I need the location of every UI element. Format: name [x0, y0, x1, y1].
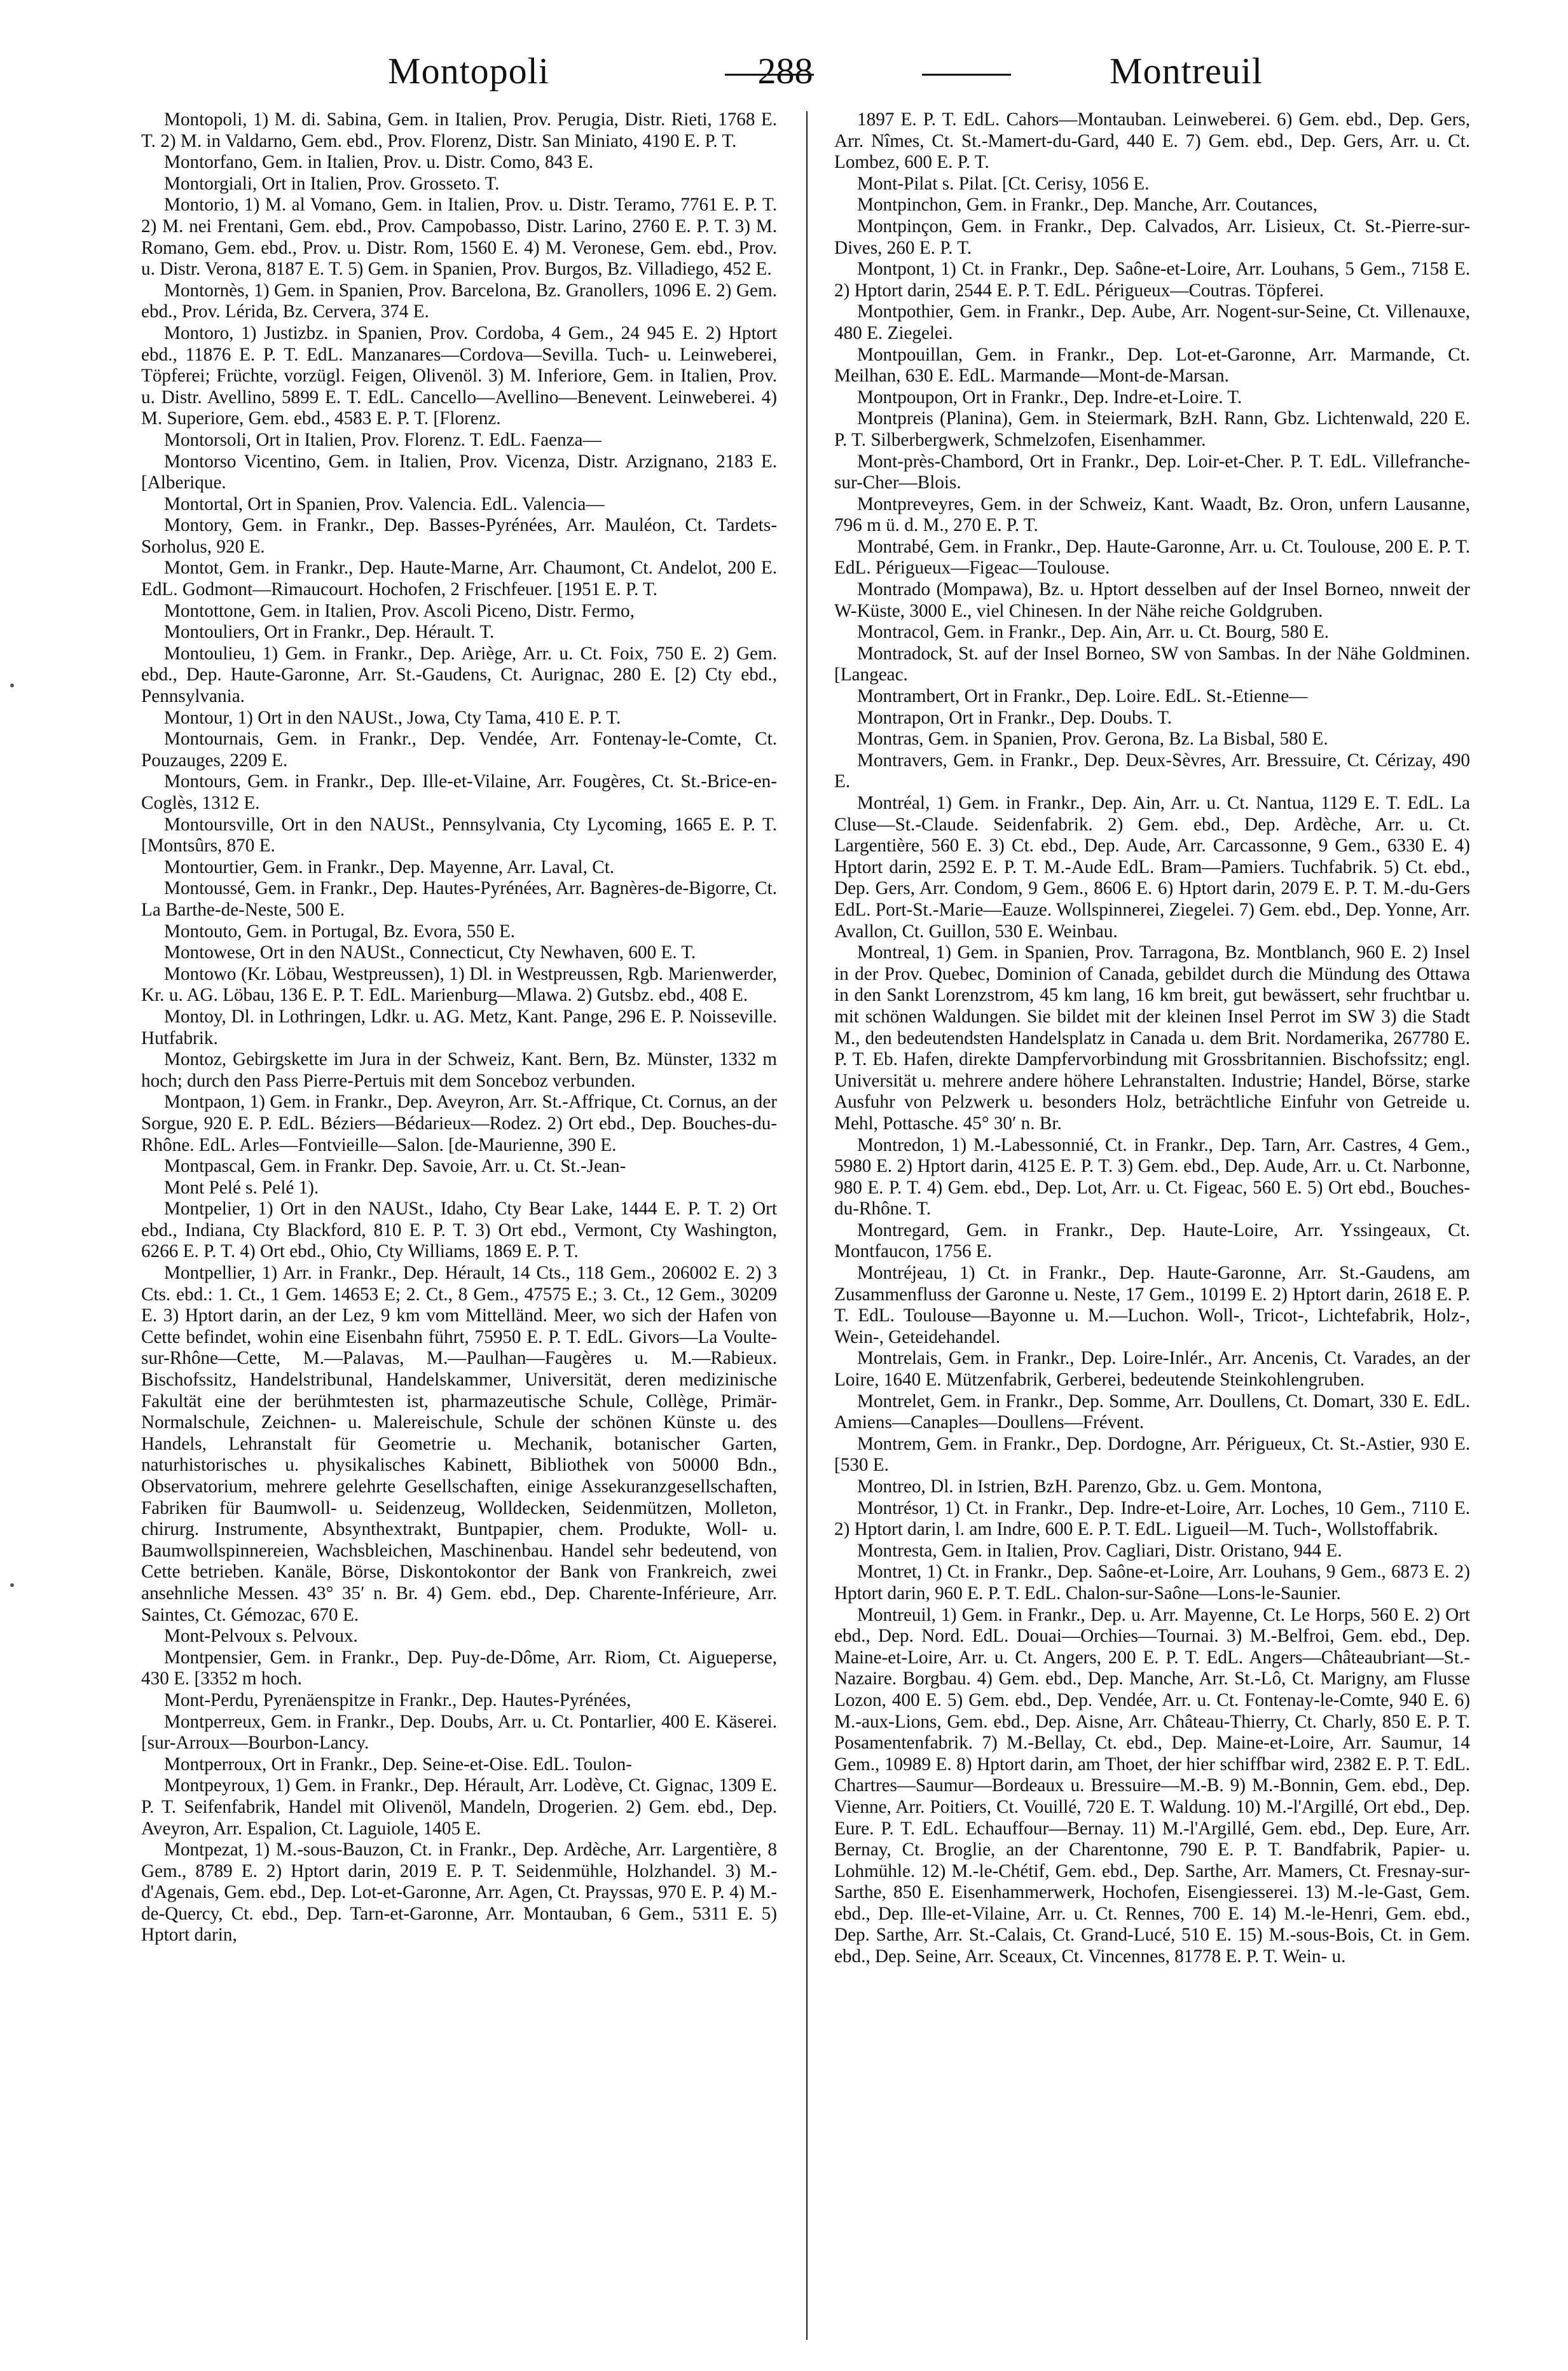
dictionary-entry: Montouliers, Ort in Frankr., Dep. Hérault. T. — [164, 622, 495, 643]
left-guide-word: Montopoli — [388, 50, 549, 92]
dictionary-entry: Montpoupon, Ort in Frankr., Dep. Indre-et-Loire. T. — [857, 387, 1242, 408]
dictionary-entry: Montorsoli, Ort in Italien, Prov. Florenz. T. EdL. Faenza— — [164, 429, 602, 450]
dictionary-entry: Montregard, Gem. in Frankr., Dep. Haute-Loire, Arr. Yssingeaux, Ct. Montfaucon, 1756 E. — [834, 1220, 1470, 1262]
dictionary-entry: Montravers, Gem. in Frankr., Dep. Deux-Sèvres, Arr. Bressuire, Ct. Cérizay, 490 E. — [834, 750, 1470, 792]
dictionary-entry: Montret, 1) Ct. in Frankr., Dep. Saône-et-Loire, Arr. Louhans, 9 Gem., 6873 E. 2) Hptort darin, 960 E. P. T. EdL. Chalon-sur-Saône—Lons-le-Saunier. — [834, 1562, 1470, 1604]
dictionary-entry: Montradock, St. auf der Insel Borneo, SW von Sambas. In der Nähe Goldminen. [Langeac. — [834, 643, 1470, 685]
left-column — [141, 109, 777, 2347]
dictionary-entry: Montredon, 1) M.-Labessonnié, Ct. in Frankr., Dep. Tarn, Arr. Castres, 4 Gem., 5980 E. 2) Hptort darin, 4125 E. P. T. 3) Gem. ebd., Dep. Aude, Arr. u. Ct. Narbonne, 980 E. P. T. 4) Gem. ebd., Dep. Lot, Arr. u. Ct. Figeac, 560 E. 5) Ort ebd., Bouches-du-Rhône. T. — [834, 1134, 1470, 1220]
dictionary-entry: Montpaon, 1) Gem. in Frankr., Dep. Aveyron, Arr. St.-Affrique, Ct. Cornus, an der Sorgue, 920 E. P. EdL. Béziers—Bédarieux—Rodez. 2) Ort ebd., Dep. Bouches-du-Rhône. EdL. Arles—Fontvieille—Salon. [de-Maurienne, 390 E. — [141, 1092, 777, 1155]
dictionary-entry: Montopoli, 1) M. di. Sabina, Gem. in Italien, Prov. Perugia, Distr. Rieti, 1768 E. T. 2) M. in Valdarno, Gem. ebd., Prov. Florenz, Distr. San Miniato, 4190 E. P. T. — [141, 109, 777, 151]
page-number: 288 — [757, 50, 813, 92]
dictionary-entry: Montowese, Ort in den NAUSt., Connecticut, Cty Newhaven, 600 E. T. — [164, 942, 696, 963]
dictionary-entry: Mont-près-Chambord, Ort in Frankr., Dep. Loir-et-Cher. P. T. EdL. Villefranche-sur-Cher—Blois. — [834, 451, 1470, 493]
dictionary-entry: Mont-Perdu, Pyrenäenspitze in Frankr., Dep. Hautes-Pyrénées, — [164, 1689, 631, 1710]
dictionary-entry: Mont-Pelvoux s. Pelvoux. — [164, 1626, 358, 1647]
dictionary-entry: Montrado (Mompawa), Bz. u. Hptort desselben auf der Insel Borneo, nnweit der W-Küste, 3000 E., viel Chinesen. In der Nähe reiche Goldgruben. — [834, 579, 1470, 621]
dictionary-entry: Montpellier, 1) Arr. in Frankr., Dep. Hérault, 14 Cts., 118 Gem., 206002 E. 2) 3 Cts. ebd.: 1. Ct., 1 Gem. 14653 E; 2. Ct., 8 Gem., 47575 E.; 3. Ct., 12 Gem., 30209 E. 3) Hptort darin, an der Lez, 9 km vom Mittelländ. Meer, wo sich der Hafen von Cette befindet, wohin eine Eisenbahn führt, 75950 E. P. T. EdL. Givors—La Voulte-sur-Rhône—Cette, M.—Palavas, M.—Paulhan—Faugères u. M.—Rabieux. Bischofssitz, Handelstribunal, Handelskammer, Universität, deren medizinische Fakultät eine der berühmtesten ist, pharmazeutische Schule, Collège, Primär-Normalschule, Zeichnen- u. Malereischule, Schule der schönen Künste u. des Handels, Lehranstalt für Geometrie u. Mechanik, botanischer Garten, naturhistorisches u. physikalisches Kabinett, Bibliothek von 50000 Bdn., Observatorium, mehrere gelehrte Gesellschaften, einige Assekuranzgesellschaften, Fabriken für Baumwoll- u. Seidenzeug, Wolldecken, Seidenmützen, Molleton, chirurg. Instrumente, Absynthextrakt, Buntpapier, chem. Produkte, Woll- u. Baumwollspinnereien, Wachsbleichen, Maschinenbau. Handel sehr bedeutend, von Cette betrieben. Kanäle, Börse, Diskontokontor der Bank von Frankreich, zwei ansehnliche Messen. 43° 35′ n. Br. 4) Gem. ebd., Dep. Charente-Inférieure, Arr. Saintes, Ct. Gémozac, 670 E. — [141, 1263, 777, 1625]
dictionary-entry: Montresta, Gem. in Italien, Prov. Cagliari, Distr. Oristano, 944 E. — [857, 1540, 1342, 1561]
dictionary-entry: Montorfano, Gem. in Italien, Prov. u. Distr. Como, 843 E. — [164, 152, 594, 173]
dictionary-entry: Montpinçon, Gem. in Frankr., Dep. Calvados, Arr. Lisieux, Ct. St.-Pierre-sur-Dives, 260 E. P. T. — [834, 216, 1470, 258]
dictionary-entry: Montrabé, Gem. in Frankr., Dep. Haute-Garonne, Arr. u. Ct. Toulouse, 200 E. P. T. EdL. Périgueux—Figeac—Toulouse. — [834, 536, 1470, 579]
dictionary-entry: Montpreveyres, Gem. in der Schweiz, Kant. Waadt, Bz. Oron, unfern Lausanne, 796 m ü. d. M., 270 E. P. T. — [834, 493, 1470, 536]
dictionary-entry: Montpelier, 1) Ort in den NAUSt., Idaho, Cty Bear Lake, 1444 E. P. T. 2) Ort ebd., Indiana, Cty Blackford, 810 E. P. T. 3) Ort ebd., Vermont, Cty Washington, 6266 E. P. T. 4) Ort ebd., Ohio, Cty Williams, 1869 E. P. T. — [141, 1199, 777, 1262]
dictionary-entry: Montpensier, Gem. in Frankr., Dep. Puy-de-Dôme, Arr. Riom, Ct. Aigueperse, 430 E. [3352 m hoch. — [141, 1647, 777, 1689]
dictionary-entry: Montot, Gem. in Frankr., Dep. Haute-Marne, Arr. Chaumont, Ct. Andelot, 200 E. EdL. Godmont—Rimaucourt. Hochofen, 2 Frischfeuer. [1951 E. P. T. — [141, 558, 777, 600]
dictionary-entry: Montoro, 1) Justizbz. in Spanien, Prov. Cordoba, 4 Gem., 24 945 E. 2) Hptort ebd., 11876 E. P. T. EdL. Manzanares—Cordova—Sevilla. Tuch- u. Leinweberei, Töpferei; Früchte, vorzügl. Feigen, Olivenöl. 3) M. Inferiore, Gem. in Italien, Prov. u. Distr. Avellino, 5899 E. T. EdL. Cancello—Avellino—Benevent. Leinweberei. 4) M. Superiore, Gem. ebd., 4583 E. P. T. [Florenz. — [141, 322, 777, 429]
dictionary-entry: Montours, Gem. in Frankr., Dep. Ille-et-Vilaine, Arr. Fougères, Ct. St.-Brice-en-Coglès, 1312 E. — [141, 771, 777, 813]
header-rule-right — [922, 74, 1011, 76]
dictionary-entry: Montrem, Gem. in Frankr., Dep. Dordogne, Arr. Périgueux, Ct. St.-Astier, 930 E. [530 E. — [834, 1433, 1470, 1476]
dictionary-entry: Montoulieu, 1) Gem. in Frankr., Dep. Ariège, Arr. u. Ct. Foix, 750 E. 2) Gem. ebd., Dep. Haute-Garonne, Arr. St.-Gaudens, Ct. Aurignac, 280 E. [2) Cty ebd., Pennsylvania. — [141, 643, 777, 707]
page-header — [0, 50, 1568, 107]
dictionary-entry: Montpouillan, Gem. in Frankr., Dep. Lot-et-Garonne, Arr. Marmande, Ct. Meilhan, 630 E. EdL. Marmande—Mont-de-Marsan. — [834, 344, 1470, 387]
dictionary-entry: Montorio, 1) M. al Vomano, Gem. in Italien, Prov. u. Distr. Teramo, 7761 E. P. T. 2) M. nei Frentani, Gem. ebd., Prov. Campobasso, Distr. Larino, 2760 E. P. T. 3) M. Romano, Gem. ebd., Prov. u. Distr. Rom, 1560 E. 4) M. Veronese, Gem. ebd., Prov. u. Distr. Verona, 8187 E. T. 5) Gem. in Spanien, Prov. Burgos, Bz. Villadiego, 452 E. — [141, 195, 777, 280]
dictionary-entry: Montoy, Dl. in Lothringen, Ldkr. u. AG. Metz, Kant. Pange, 296 E. P. Noisseville. Hutfabrik. — [141, 1006, 777, 1048]
dictionary-entry: Montowo (Kr. Löbau, Westpreussen), 1) Dl. in Westpreussen, Rgb. Marienwerder, Kr. u. AG. Löbau, 136 E. P. T. EdL. Marienburg—Mlawa. 2) Gutsbz. ebd., 408 E. — [141, 963, 777, 1006]
dictionary-entry: Montreo, Dl. in Istrien, BzH. Parenzo, Gbz. u. Gem. Montona, — [857, 1476, 1323, 1497]
dictionary-entry: Montouto, Gem. in Portugal, Bz. Evora, 550 E. — [164, 921, 516, 942]
dictionary-entry: Montreal, 1) Gem. in Spanien, Prov. Tarragona, Bz. Montblanch, 960 E. 2) Insel in der Prov. Quebec, Dominion of Canada, gebildet durch die Mündung des Ottawa in den Sankt Lorenzstrom, 45 km lang, 16 km breit, gut bewässert, sehr fruchtbar u. mit schönen Waldungen. Sie bildet mit der kleinen Insel Perrot im SW 3) die Stadt M., den bedeutendsten Handelsplatz in Canada u. dem Brit. Nordamerika, 267780 E. P. T. Eb. Hafen, direkte Dampfervorbindung mit Grossbritannien. Bischofssitz; engl. Universität u. mehrere andere höhere Lehranstalten. Industrie; Handel, Börse, starke Ausfuhr von Pelzwerk u. besonders Holz, beträchtliche Einfuhr von Getreide u. Mehl, Pottasche. 45° 30′ n. Br. — [834, 942, 1470, 1134]
dictionary-entry: Mont-Pilat s. Pilat. [Ct. Cerisy, 1056 E. — [857, 173, 1150, 194]
dictionary-entry: Montory, Gem. in Frankr., Dep. Basses-Pyrénées, Arr. Mauléon, Ct. Tardets-Sorholus, 920 E. — [141, 515, 777, 557]
dictionary-entry: Montortal, Ort in Spanien, Prov. Valencia. EdL. Valencia— — [164, 493, 605, 514]
dictionary-entry: Montorgiali, Ort in Italien, Prov. Grosseto. T. — [164, 173, 500, 194]
dictionary-entry: Montperroux, Ort in Frankr., Dep. Seine-et-Oise. EdL. Toulon- — [164, 1754, 632, 1775]
margin-mark — [10, 1583, 14, 1587]
column-divider — [806, 111, 808, 2340]
dictionary-entry: Montpezat, 1) M.-sous-Bauzon, Ct. in Frankr., Dep. Ardèche, Arr. Largentière, 8 Gem., 8789 E. 2) Hptort darin, 2019 E. P. T. Seidenmühle, Holzhandel. 3) M.-d'Agenais, Gem. ebd., Dep. Lot-et-Garonne, Arr. Agen, Ct. Prayssas, 970 E. P. 4) M.-de-Quercy, Ct. ebd., Dep. Tarn-et-Garonne, Arr. Montauban, 6 Gem., 5311 E. 5) Hptort darin, — [141, 1839, 777, 1946]
dictionary-entry: Montpont, 1) Ct. in Frankr., Dep. Saône-et-Loire, Arr. Louhans, 5 Gem., 7158 E. 2) Hptort darin, 2544 E. P. T. EdL. Périgueux—Coutras. Töpferei. — [834, 259, 1470, 301]
dictionary-entry: Montpreis (Planina), Gem. in Steiermark, BzH. Rann, Gbz. Lichtenwald, 220 E. P. T. Silberbergwerk, Schmelzofen, Eisenhammer. — [834, 408, 1470, 450]
dictionary-entry: Montornès, 1) Gem. in Spanien, Prov. Barcelona, Bz. Granollers, 1096 E. 2) Gem. ebd., Prov. Lérida, Bz. Cervera, 374 E. — [141, 280, 777, 322]
dictionary-entry: Montpeyroux, 1) Gem. in Frankr., Dep. Hérault, Arr. Lodève, Ct. Gignac, 1309 E. P. T. Seifenfabrik, Handel mit Olivenöl, Mandeln, Drogerien. 2) Gem. ebd., Dep. Aveyron, Arr. Espalion, Ct. Laguiole, 1405 E. — [141, 1775, 777, 1839]
dictionary-entry: Montrambert, Ort in Frankr., Dep. Loire. EdL. St.-Etienne— — [857, 686, 1308, 707]
dictionary-entry: Montréjeau, 1) Ct. in Frankr., Dep. Haute-Garonne, Arr. St.-Gaudens, am Zusammenfluss der Garonne u. Neste, 17 Gem., 10199 E. 2) Hptort darin, 2618 E. P. T. EdL. Toulouse—Bayonne u. M.—Luchon. Woll-, Tricot-, Lichtefabrik, Holz-, Wein-, Geteidehandel. — [834, 1263, 1470, 1347]
dictionary-entry: Montpinchon, Gem. in Frankr., Dep. Manche, Arr. Coutances, — [857, 195, 1317, 216]
dictionary-entry: Montrapon, Ort in Frankr., Dep. Doubs. T. — [857, 707, 1173, 728]
dictionary-entry: Montperreux, Gem. in Frankr., Dep. Doubs, Arr. u. Ct. Pontarlier, 400 E. Käserei. [sur-Arroux—Bourbon-Lancy. — [141, 1711, 777, 1754]
dictionary-entry: Montorso Vicentino, Gem. in Italien, Prov. Vicenza, Distr. Arzignano, 2183 E. [Alberique. — [141, 451, 777, 493]
dictionary-entry: Montrésor, 1) Ct. in Frankr., Dep. Indre-et-Loire, Arr. Loches, 10 Gem., 7110 E. 2) Hptort darin, l. am Indre, 600 E. P. T. EdL. Ligueil—M. Tuch-, Wollstoffabrik. — [834, 1497, 1470, 1540]
dictionary-entry: Montpothier, Gem. in Frankr., Dep. Aube, Arr. Nogent-sur-Seine, Ct. Villenauxe, 480 E. Ziegelei. — [834, 301, 1470, 343]
dictionary-entry: Montrelais, Gem. in Frankr., Dep. Loire-Inlér., Arr. Ancenis, Ct. Varades, an der Loire, 1640 E. Mützenfabrik, Gerberei, bedeutende Steinkohlengruben. — [834, 1348, 1470, 1391]
right-column — [834, 109, 1470, 2347]
dictionary-entry: Montoursville, Ort in den NAUSt., Pennsylvania, Cty Lycoming, 1665 E. P. T. [Montsûrs, 870 E. — [141, 814, 777, 856]
dictionary-entry: Montour, 1) Ort in den NAUSt., Jowa, Cty Tama, 410 E. P. T. — [164, 707, 621, 728]
dictionary-entry: Montottone, Gem. in Italien, Prov. Ascoli Piceno, Distr. Fermo, — [164, 600, 635, 621]
dictionary-entry: Montracol, Gem. in Frankr., Dep. Ain, Arr. u. Ct. Bourg, 580 E. — [857, 622, 1330, 643]
margin-mark — [10, 684, 14, 687]
dictionary-entry: Montpascal, Gem. in Frankr. Dep. Savoie, Arr. u. Ct. St.-Jean- — [164, 1156, 626, 1177]
dictionary-entry: Montras, Gem. in Spanien, Prov. Gerona, Bz. La Bisbal, 580 E. — [857, 729, 1328, 750]
dictionary-entry: Montoussé, Gem. in Frankr., Dep. Hautes-Pyrénées, Arr. Bagnères-de-Bigorre, Ct. La Barthe-de-Neste, 500 E. — [141, 878, 777, 920]
dictionary-entry: Montourtier, Gem. in Frankr., Dep. Mayenne, Arr. Laval, Ct. — [164, 856, 615, 877]
dictionary-entry: Montreuil, 1) Gem. in Frankr., Dep. u. Arr. Mayenne, Ct. Le Horps, 560 E. 2) Ort ebd., Dep. Nord. EdL. Douai—Orchies—Tournai. 3) M.-Belfroi, Gem. ebd., Dep. Maine-et-Loire, Arr. u. Ct. Angers, 200 E. P. T. EdL. Angers—Châteaubriant—St.-Nazaire. Borgbau. 4) Gem. ebd., Dep. Manche, Arr. St.-Lô, Ct. Marigny, am Flusse Lozon, 400 E. 5) Gem. ebd., Dep. Vendée, Arr. u. Ct. Fontenay-le-Comte, 940 E. 6) M.-aux-Lions, Gem. ebd., Dep. Aisne, Arr. Château-Thierry, Ct. Charly, 850 E. P. T. Posamentenfabrik. 7) M.-Bellay, Ct. ebd., Dep. Maine-et-Loire, Arr. Saumur, 14 Gem., 10989 E. 8) Hptort darin, am Thoet, der hier schiffbar wird, 2382 E. P. T. EdL. Chartres—Saumur—Bordeaux u. Bressuire—M.-B. 9) M.-Bonnin, Gem. ebd., Dep. Vienne, Arr. Poitiers, Ct. Vouillé, 720 E. T. Waldung. 10) M.-l'Argillé, Ort ebd., Dep. Eure. P. T. EdL. Echauffour—Bernay. 11) M.-l'Argillé, Gem. ebd., Dep. Eure, Arr. Bernay, Ct. Broglie, an der Charentonne, 790 E. P. T. Bandfabrik, Papier- u. Lohmühle. 12) M.-le-Chétif, Gem. ebd., Dep. Sarthe, Arr. Mamers, Ct. Fresnay-sur-Sarthe, 850 E. Eisenhammerwerk, Hochofen, Eisengiesserei. 13) M.-le-Gast, Gem. ebd., Dep. Ille-et-Vilaine, Arr. u. Ct. Rennes, 700 E. 14) M.-le-Henri, Gem. ebd., Dep. Sarthe, Arr. St.-Calais, Ct. Grand-Lucé, 510 E. 15) M.-sous-Bois, Ct. in Gem. ebd., Dep. Seine, Arr. Sceaux, Ct. Vincennes, 81778 E. P. T. Wein- u. — [834, 1604, 1470, 1967]
dictionary-entry: Montournais, Gem. in Frankr., Dep. Vendée, Arr. Fontenay-le-Comte, Ct. Pouzauges, 2209 E. — [141, 729, 777, 771]
dictionary-entry: Montoz, Gebirgskette im Jura in der Schweiz, Kant. Bern, Bz. Münster, 1332 m hoch; durch den Pass Pierre-Pertuis mit dem Sonceboz verbunden. — [141, 1049, 777, 1091]
dictionary-entry: Mont Pelé s. Pelé 1). — [164, 1177, 319, 1198]
dictionary-entry: Montrelet, Gem. in Frankr., Dep. Somme, Arr. Doullens, Ct. Domart, 330 E. EdL. Amiens—Canaples—Doullens—Frévent. — [834, 1391, 1470, 1433]
dictionary-entry: 1897 E. P. T. EdL. Cahors—Montauban. Leinweberei. 6) Gem. ebd., Dep. Gers, Arr. Nîmes, Ct. St.-Mamert-du-Gard, 440 E. 7) Gem. ebd., Dep. Gers, Arr. u. Ct. Lombez, 600 E. P. T. — [834, 109, 1470, 173]
dictionary-entry: Montréal, 1) Gem. in Frankr., Dep. Ain, Arr. u. Ct. Nantua, 1129 E. T. EdL. La Cluse—St.-Claude. Seidenfabrik. 2) Gem. ebd., Dep. Ardèche, Arr. u. Ct. Largentière, 560 E. 3) Ct. ebd., Dep. Aude, Arr. Carcassonne, 9 Gem., 6330 E. 4) Hptort darin, 2592 E. P. T. M.-Aude EdL. Bram—Pamiers. Tuchfabrik. 5) Ct. ebd., Dep. Gers, Arr. Condom, 9 Gem., 8606 E. 6) Hptort darin, 2079 E. P. T. M.-du-Gers EdL. Port-St.-Marie—Eauze. Wollspinnerei, Ziegelei. 7) Gem. ebd., Dep. Yonne, Arr. Avallon, Ct. Guillon, 530 E. Weinbau. — [834, 793, 1470, 942]
right-guide-word: Montreuil — [1110, 50, 1263, 92]
